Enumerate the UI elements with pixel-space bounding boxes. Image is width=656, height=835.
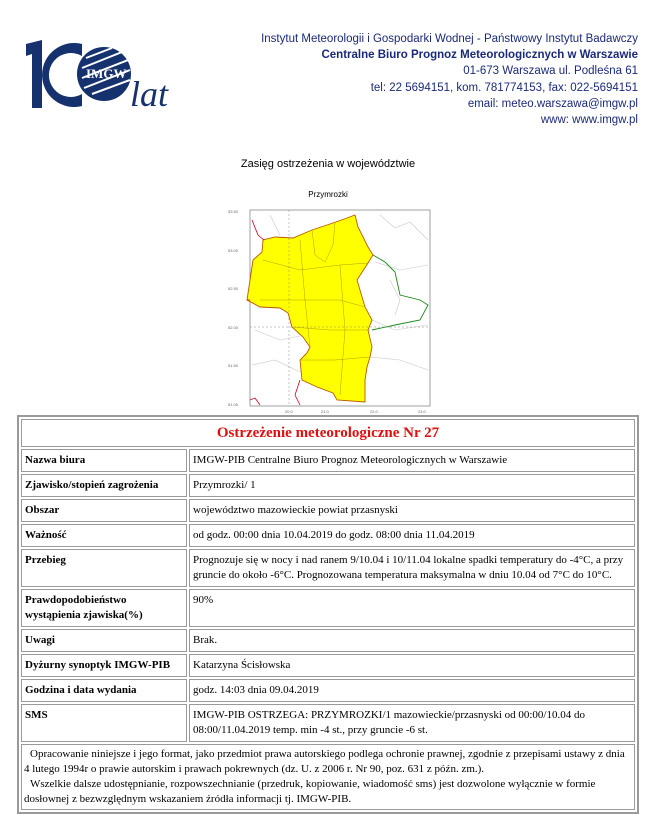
y-tick: 51.50 [228, 363, 239, 368]
map-title: Przymrozki [308, 190, 348, 199]
y-tick: 53.50 [228, 209, 239, 214]
x-tick: 20.0 [285, 409, 293, 414]
table-row [21, 524, 635, 547]
row-label: Przebieg [21, 549, 187, 587]
y-tick: 52.00 [228, 325, 239, 330]
row-label: Ważność [21, 524, 187, 547]
row-value: IMGW-PIB OSTRZEGA: PRZYMROZKI/1 mazowieckie/przasnyski od 00:00/10.04 do 08:00/11.04.2019 temp. min -4 st., przy gruncie -6 st. [189, 704, 635, 742]
row-label: Godzina i data wydania [21, 679, 187, 702]
row-value: Brak. [189, 629, 635, 652]
row-value: IMGW-PIB Centralne Biuro Prognoz Meteorologicznych w Warszawie [189, 449, 635, 472]
row-value: godz. 14:03 dnia 09.04.2019 [189, 679, 635, 702]
table-row [21, 654, 635, 677]
row-label: Dyżurny synoptyk IMGW-PIB [21, 654, 187, 677]
x-tick: 21.0 [321, 409, 329, 414]
svg-text:lat: lat [130, 74, 169, 113]
table-row [21, 449, 635, 472]
row-value: województwo mazowieckie powiat przasnyski [189, 499, 635, 522]
y-tick: 52.50 [228, 286, 239, 291]
y-tick: 53.00 [228, 248, 239, 253]
table-row [21, 499, 635, 522]
row-label: Obszar [21, 499, 187, 522]
row-value: Katarzyna Ścisłowska [189, 654, 635, 677]
row-label: Nazwa biura [21, 449, 187, 472]
imgw-100-lat-logo [22, 38, 192, 113]
institution-header [261, 31, 638, 128]
x-tick: 22.0 [370, 409, 378, 414]
table-row [21, 704, 635, 742]
usage-text: Wszelkie dalsze udostępnianie, rozpowszechnianie (przedruk, kopiowanie, wiadomość sms) jest dozwolone wyłącznie w formie dosłownej z bezwzględnym wskazaniem źródła informacji tj. IMGW-PIB. [24, 778, 596, 805]
row-value: Przymrozki/ 1 [189, 474, 635, 497]
table-row [21, 589, 635, 627]
address: 01-673 Warszawa ul. Podleśna 61 [463, 65, 638, 78]
row-label: Prawdopodobieństwo wystąpienia zjawiska(%) [21, 589, 187, 627]
section-title: Zasięg ostrzeżenia w województwie [240, 158, 416, 170]
row-value: od godz. 00:00 dnia 10.04.2019 do godz. 08:00 dnia 11.04.2019 [189, 524, 635, 547]
phone: tel: 22 5694151, kom. 781774153, fax: 022-5694151 [370, 81, 638, 94]
row-value: Prognozuje się w nocy i nad ranem 9/10.04 i 10/11.04 lokalne spadki temperatury do -4°C, a przy gruncie do około -6°C. Prognozowana temperatura maksymalna w dniu 10.04 od 7°C do 10°C. [189, 549, 635, 587]
website[interactable]: www: www.imgw.pl [540, 114, 638, 127]
email[interactable]: email: meteo.warszawa@imgw.pl [467, 97, 638, 110]
copyright-text: Opracowanie niniejsze i jego format, jako przedmiot prawa autorskiego podlega ochronie prawnej, zgodnie z przepisami ustawy z dnia 4 lutego 1994r o prawie autorskim i prawach pokrewnych (dz. U. z 2006 r. Nr 90, poz. 631 z późn. zm.). [24, 748, 625, 775]
warning-table [17, 415, 639, 814]
bureau-name: Centralne Biuro Prognoz Meteorologicznych w Warszawie [321, 49, 638, 62]
copyright-notice [21, 744, 635, 810]
table-row [21, 549, 635, 587]
svg-text:IMGW: IMGW [86, 66, 127, 81]
table-row [21, 679, 635, 702]
table-row [21, 629, 635, 652]
y-tick: 51.00 [228, 402, 239, 407]
warning-title: Ostrzeżenie meteorologiczne Nr 27 [21, 419, 635, 447]
institute-name: Instytut Meteorologii i Gospodarki Wodnej - Państwowy Instytut Badawczy [261, 33, 638, 45]
row-value: 90% [189, 589, 635, 627]
row-label: SMS [21, 704, 187, 742]
table-row [21, 474, 635, 497]
row-label: Zjawisko/stopień zagrożenia [21, 474, 187, 497]
row-label: Uwagi [21, 629, 187, 652]
x-tick: 23.0 [418, 409, 426, 414]
warning-map [225, 200, 440, 420]
